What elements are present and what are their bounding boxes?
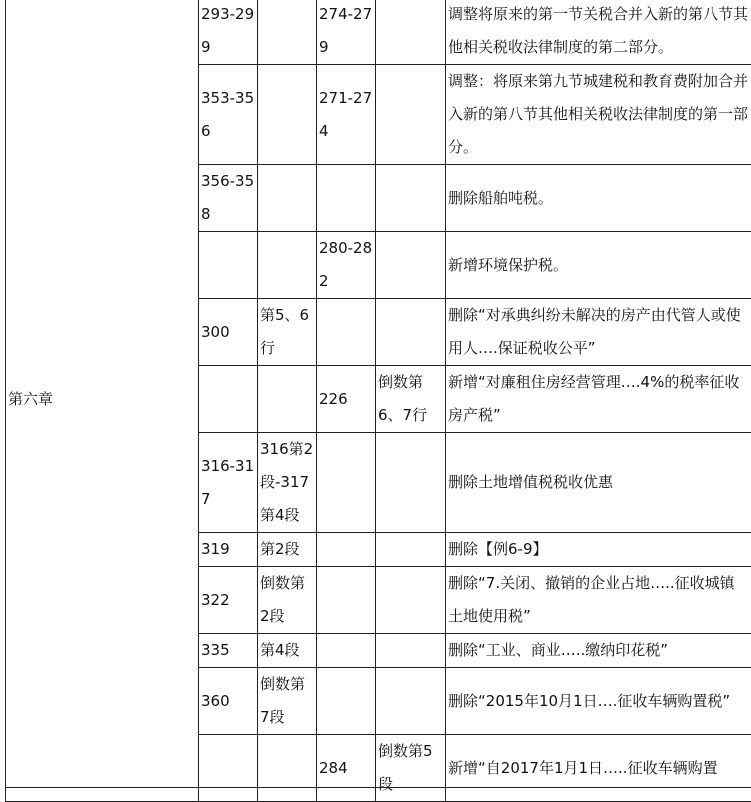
description-cell: 删除船舶吨税。 [446, 165, 751, 232]
new-line-cell [376, 567, 446, 634]
description-cell: 删除“对承典纠纷未解决的房产由代管人或使用人….保证税收公平” [446, 299, 751, 366]
new-line-cell [376, 533, 446, 567]
description-cell: 删除“2015年10月1日….征收车辆购置税” [446, 668, 751, 735]
old-page-cell: 356-358 [199, 165, 258, 232]
description-cell: 删除【例6-9】 [446, 533, 751, 567]
old-line-cell: 316第2段-317第4段 [258, 433, 317, 533]
new-page-cell [317, 165, 376, 232]
new-page-cell: 274-279 [317, 0, 376, 65]
new-page-cell: 271-274 [317, 65, 376, 165]
old-page-cell: 335 [199, 634, 258, 668]
new-line-cell [376, 634, 446, 668]
old-line-cell: 倒数第7段 [258, 668, 317, 735]
changes-table [5, 0, 751, 802]
table-row [6, 0, 751, 65]
old-line-cell [258, 165, 317, 232]
description-cell: 删除“7.关闭、撤销的企业占地…..征收城镇土地使用税” [446, 567, 751, 634]
old-line-cell: 第4段 [258, 634, 317, 668]
old-page-cell: 360 [199, 668, 258, 735]
old-line-cell: 第5、6行 [258, 299, 317, 366]
old-line-cell [258, 0, 317, 65]
old-page-cell [199, 366, 258, 433]
old-page-cell: 319 [199, 533, 258, 567]
old-page-cell: 300 [199, 299, 258, 366]
new-line-cell: 倒数第6、7行 [376, 366, 446, 433]
new-line-cell [376, 232, 446, 299]
new-line-cell [376, 433, 446, 533]
old-line-cell [258, 232, 317, 299]
new-line-cell [376, 668, 446, 735]
new-page-cell [317, 299, 376, 366]
new-line-cell [376, 299, 446, 366]
old-line-cell: 倒数第2段 [258, 567, 317, 634]
old-line-cell: 第2段 [258, 533, 317, 567]
new-line-cell: 倒数第5段 [376, 735, 446, 802]
description-cell: 调整将原来的第一节关税合并入新的第八节其他相关税收法律制度的第二部分。 [446, 0, 751, 65]
new-page-cell [317, 433, 376, 533]
description-cell: 新增环境保护税。 [446, 232, 751, 299]
old-page-cell: 293-299 [199, 0, 258, 65]
old-line-cell [258, 65, 317, 165]
description-cell: 新增“自2017年1月1日…..征收车辆购置 [446, 735, 751, 802]
new-page-cell: 226 [317, 366, 376, 433]
new-page-cell [317, 533, 376, 567]
new-page-cell [317, 567, 376, 634]
new-page-cell [317, 634, 376, 668]
description-cell: 调整：将原来第九节城建税和教育费附加合并入新的第八节其他相关税收法律制度的第一部分。 [446, 65, 751, 165]
old-page-cell [199, 232, 258, 299]
description-cell: 删除土地增值税税收优惠 [446, 433, 751, 533]
new-line-cell [376, 65, 446, 165]
new-line-cell [376, 0, 446, 65]
description-cell: 删除“工业、商业…..缴纳印花税” [446, 634, 751, 668]
description-cell: 新增“对廉租住房经营管理….4%的税率征收房产税” [446, 366, 751, 433]
new-line-cell [376, 165, 446, 232]
new-page-cell: 284 [317, 735, 376, 802]
chapter-cell: 第六章 [6, 0, 199, 802]
new-page-cell [317, 668, 376, 735]
old-line-cell [258, 366, 317, 433]
new-page-cell: 280-282 [317, 232, 376, 299]
old-page-cell: 353-356 [199, 65, 258, 165]
changes-table-body [6, 0, 751, 802]
old-page-cell: 316-317 [199, 433, 258, 533]
old-page-cell: 322 [199, 567, 258, 634]
